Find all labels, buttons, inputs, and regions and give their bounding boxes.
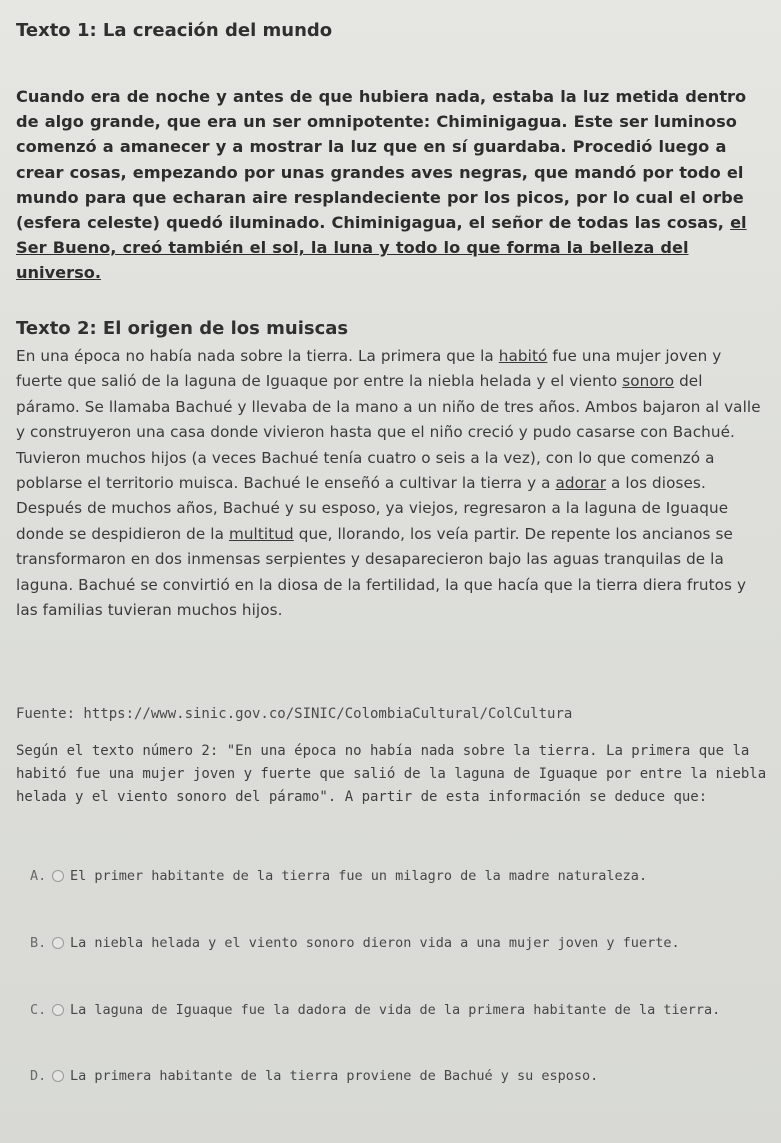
option-d-radio[interactable] [52, 1070, 64, 1082]
texto2-underlined-3: adorar [555, 474, 607, 493]
option-b-letter: B. [30, 935, 47, 951]
option-c[interactable] [30, 1002, 720, 1018]
option-c-radio[interactable] [52, 1004, 64, 1016]
texto2-title: Texto 2: El origen de los muiscas [16, 318, 349, 339]
option-b-text: La niebla helada y el viento sonoro dieron vida a una mujer joven y fuerte. [70, 935, 680, 951]
option-b[interactable] [30, 935, 680, 951]
texto1-paragraph [16, 84, 768, 286]
question-text: Según el texto número 2: "En una época no había nada sobre la tierra. La primera que la habitó fue una mujer joven y fuerte que salió de la laguna de Iguaque por entre la niebla helada y el viento sonoro del páramo". A partir de esta información se deduce que: [16, 743, 767, 805]
option-a-text: El primer habitante de la tierra fue un milagro de la madre naturaleza. [70, 868, 648, 884]
option-d[interactable] [30, 1068, 598, 1084]
texto2-text-5: que, llorando, los veía partir. De repente los ancianos se transformaron en dos inmensas serpientes y desaparecieron bajo las aguas tranquilas de la laguna. Bachué se convirtió en la diosa de la fertilidad, la que hacía que la tierra diera frutos y las familias tuvieran muchos hijos. [16, 524, 747, 620]
option-a[interactable] [30, 868, 647, 884]
option-a-radio[interactable] [52, 870, 64, 882]
texto1-title: Texto 1: La creación del mundo [16, 20, 333, 41]
option-a-letter: A. [30, 868, 47, 884]
option-d-text: La primera habitante de la tierra proviene de Bachué y su esposo. [70, 1068, 599, 1084]
texto2-underlined-2: sonoro [622, 372, 675, 391]
texto2-paragraph [16, 344, 768, 623]
texto1-text: Cuando era de noche y antes de que hubiera nada, estaba la luz metida dentro de algo grande, que era un ser omnipotente: Chiminigagua. Este ser luminoso comenzó a amanecer y a mostrar la luz que en sí guardaba. Procedió luego a crear cosas, empezando por unas grandes aves negras, que mandó por todo el mundo para que echaran aire resplandeciente por los picos, por lo cual el orbe (esfera celeste) quedó iluminado. Chiminigagua, el señor de todas las cosas, [16, 87, 747, 233]
texto2-text-1: En una época no había nada sobre la tierra. La primera que la [16, 347, 499, 365]
texto2-underlined-4: multitud [228, 524, 294, 543]
texto1-underlined-text: el Ser Bueno, creó también el sol, la luna y todo lo que forma la belleza del universo. [16, 213, 747, 283]
option-c-text: La laguna de Iguaque fue la dadora de vida de la primera habitante de la tierra. [70, 1002, 721, 1018]
texto2-text-3: del páramo. Se llamaba Bachué y llevaba de la mano a un niño de tres años. Ambos bajaron al valle y construyeron una casa donde vivieron hasta que el niño creció y pudo casarse con Bachué. Tuvieron muchos hijos (a veces Bachué tenía cuatro o seis a la vez), con lo que comenzó a poblarse el territorio muisca. Bachué le enseñó a cultivar la tierra y a [16, 372, 761, 493]
option-d-letter: D. [30, 1068, 47, 1084]
option-c-letter: C. [30, 1002, 47, 1018]
texto2-underlined-1: habitó [498, 347, 548, 365]
texto2-text-4: a los dioses. Después de muchos años, Bachué y su esposo, ya viejos, regresaron a la laguna de Iguaque donde se despidieron de la [16, 474, 729, 543]
source-link[interactable]: Fuente: https://www.sinic.gov.co/SINIC/ColombiaCultural/ColCultura [16, 706, 573, 722]
texto2-text-2: fue una mujer joven y fuerte que salió de la laguna de Iguaque por entre la niebla helada y el viento [16, 347, 722, 391]
option-b-radio[interactable] [52, 937, 64, 949]
